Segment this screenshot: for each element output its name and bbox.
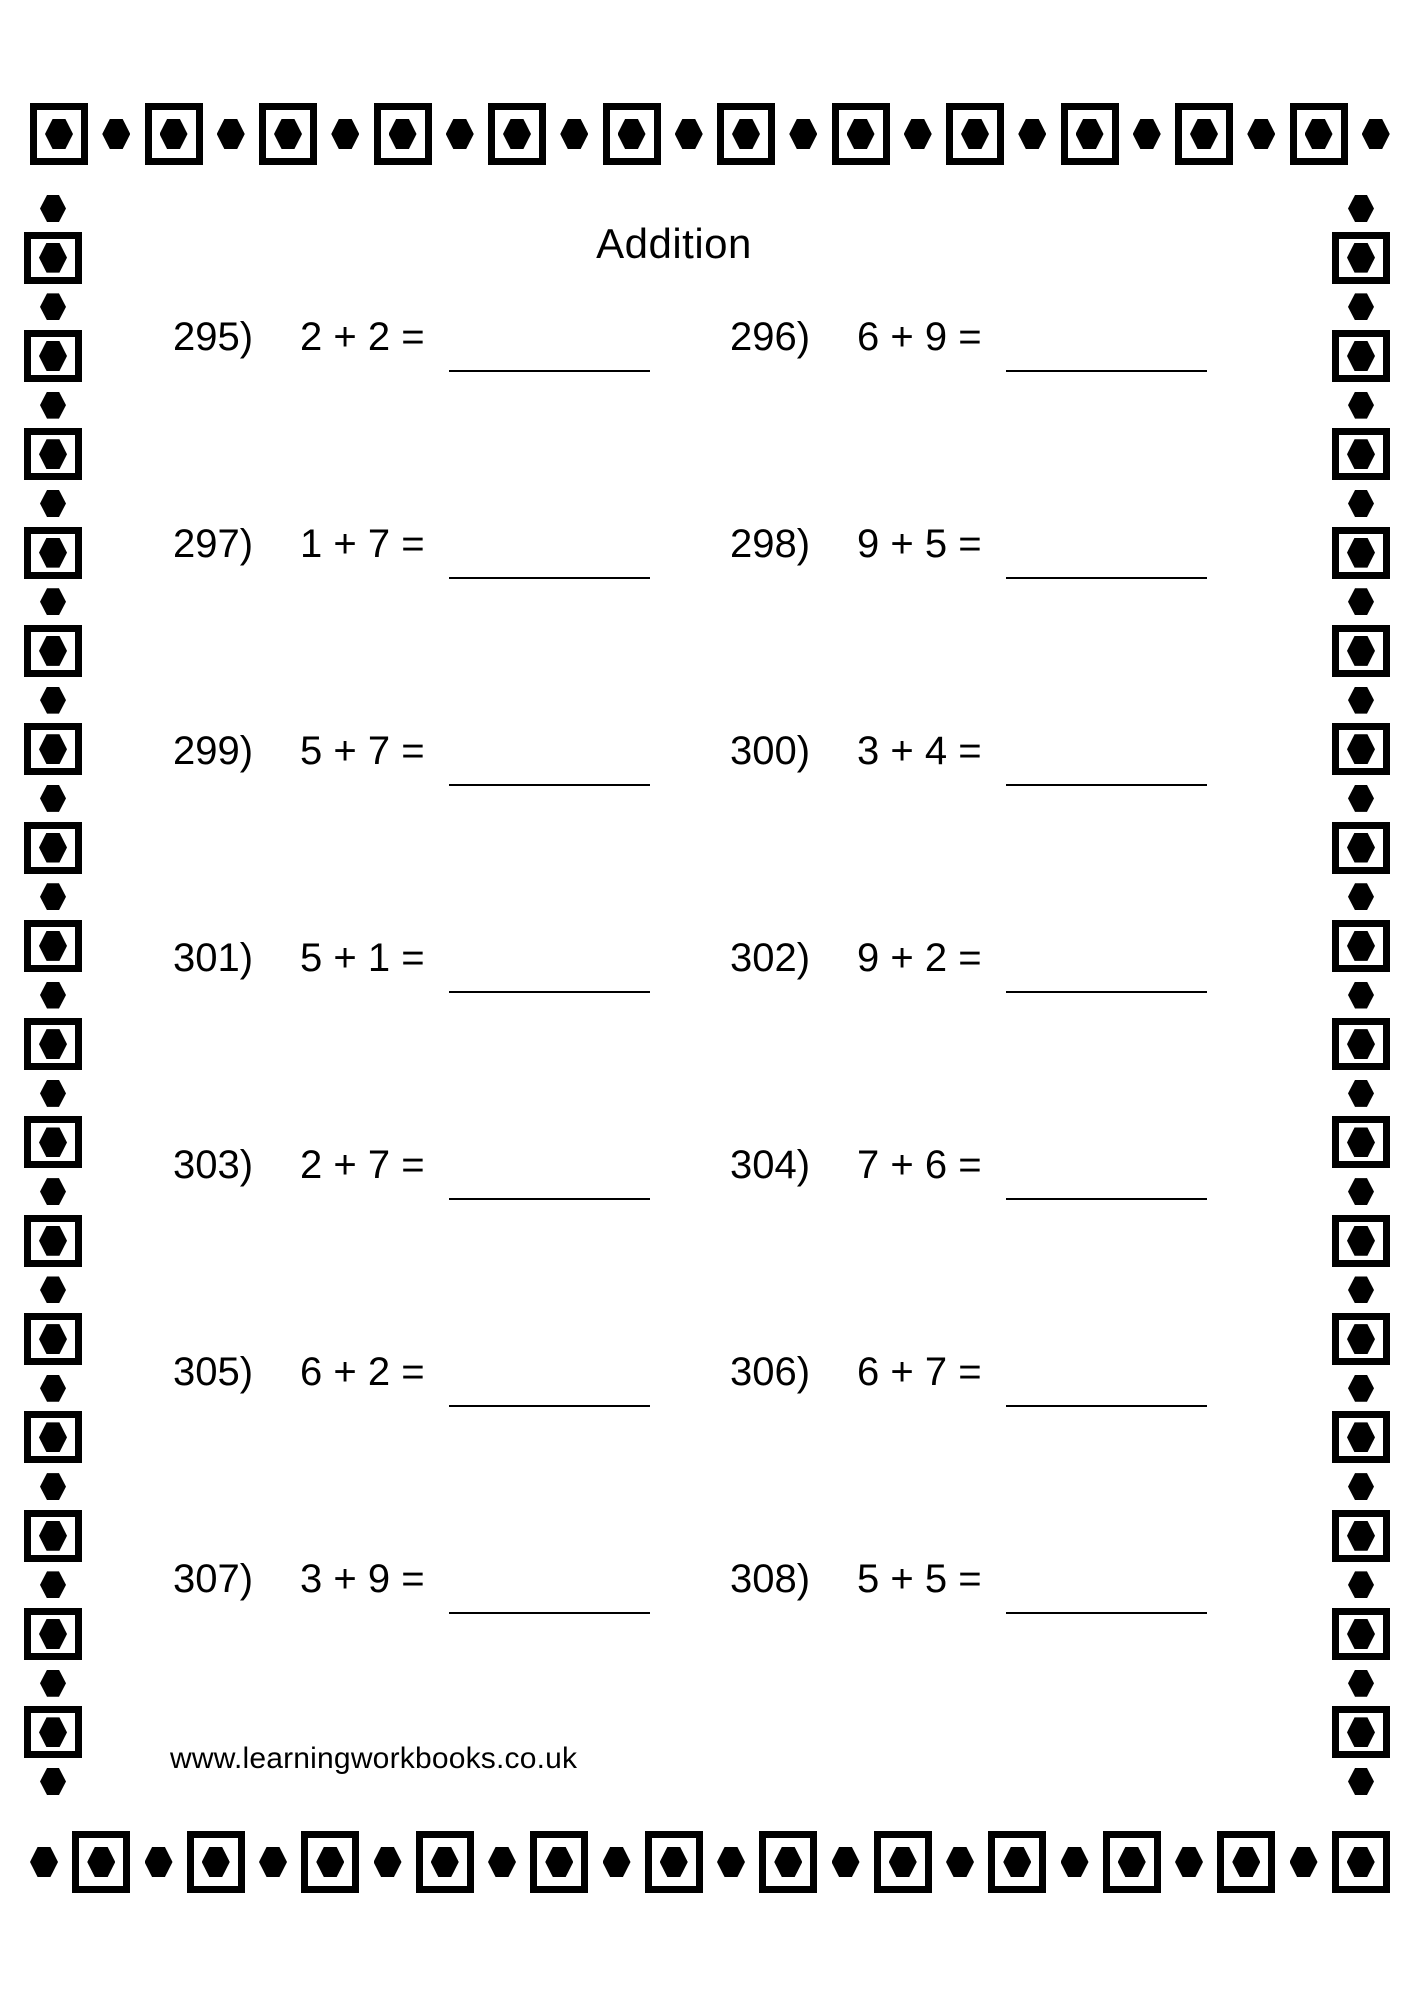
- hexagon-icon: [1347, 636, 1375, 666]
- problem-number: 295): [173, 315, 254, 359]
- problem-number: 302): [730, 936, 811, 980]
- framed-hexagon-icon: [259, 103, 317, 165]
- hexagon-icon: [1348, 1178, 1374, 1205]
- problem-expression: 5 + 7 =: [300, 729, 425, 773]
- framed-hexagon-icon: [874, 1831, 932, 1893]
- framed-hexagon-icon: [145, 103, 203, 165]
- hexagon-icon: [39, 833, 67, 863]
- framed-hexagon-icon: [24, 1411, 82, 1463]
- answer-blank: [449, 1142, 650, 1200]
- border-bottom: [30, 1831, 1390, 1893]
- framed-hexagon-icon: [1332, 1831, 1390, 1893]
- problem-expression: 1 + 7 =: [300, 522, 425, 566]
- framed-hexagon-icon: [1103, 1831, 1161, 1893]
- framed-hexagon-icon: [24, 1215, 82, 1267]
- problem-number: 304): [730, 1143, 811, 1187]
- problem-number: 296): [730, 315, 811, 359]
- border-right: [1332, 195, 1390, 1795]
- hexagon-icon: [1348, 785, 1374, 812]
- hexagon-icon: [1348, 1276, 1374, 1303]
- problem-row: [173, 1349, 663, 1421]
- hexagon-icon: [1076, 119, 1104, 149]
- hexagon-icon: [87, 1847, 115, 1877]
- problem-row: [730, 1556, 1220, 1628]
- problem-row: [173, 935, 663, 1007]
- hexagon-icon: [40, 1670, 66, 1697]
- hexagon-icon: [1347, 1717, 1375, 1747]
- framed-hexagon-icon: [24, 527, 82, 579]
- hexagon-icon: [560, 119, 588, 149]
- problem-row: [173, 728, 663, 800]
- hexagon-icon: [774, 1847, 802, 1877]
- framed-hexagon-icon: [301, 1831, 359, 1893]
- framed-hexagon-icon: [1332, 1116, 1390, 1168]
- framed-hexagon-icon: [1332, 822, 1390, 874]
- framed-hexagon-icon: [530, 1831, 588, 1893]
- hexagon-icon: [374, 1847, 402, 1877]
- hexagon-icon: [40, 588, 66, 615]
- problem-row: [730, 521, 1220, 593]
- hexagon-icon: [1232, 1847, 1260, 1877]
- framed-hexagon-icon: [24, 1018, 82, 1070]
- hexagon-icon: [1348, 883, 1374, 910]
- footer-website: www.learningworkbooks.co.uk: [170, 1742, 578, 1775]
- problem-number: 297): [173, 522, 254, 566]
- hexagon-icon: [545, 1847, 573, 1877]
- hexagon-icon: [1347, 833, 1375, 863]
- framed-hexagon-icon: [603, 103, 661, 165]
- problem-row: [730, 935, 1220, 1007]
- hexagon-icon: [503, 119, 531, 149]
- hexagon-icon: [259, 1847, 287, 1877]
- hexagon-icon: [675, 119, 703, 149]
- hexagon-icon: [1347, 341, 1375, 371]
- hexagon-icon: [1348, 1080, 1374, 1107]
- hexagon-icon: [488, 1847, 516, 1877]
- framed-hexagon-icon: [24, 1608, 82, 1660]
- hexagon-icon: [1348, 1571, 1374, 1598]
- hexagon-icon: [1347, 243, 1375, 273]
- hexagon-icon: [39, 1226, 67, 1256]
- problem-expression: 3 + 9 =: [300, 1557, 425, 1601]
- border-top: [30, 103, 1390, 165]
- problem-expression: 9 + 2 =: [857, 936, 982, 980]
- problem-expression: 5 + 1 =: [300, 936, 425, 980]
- problem-expression: 6 + 9 =: [857, 315, 982, 359]
- framed-hexagon-icon: [645, 1831, 703, 1893]
- problem-expression: 2 + 2 =: [300, 315, 425, 359]
- framed-hexagon-icon: [1332, 527, 1390, 579]
- framed-hexagon-icon: [374, 103, 432, 165]
- hexagon-icon: [316, 1847, 344, 1877]
- hexagon-icon: [1348, 490, 1374, 517]
- framed-hexagon-icon: [717, 103, 775, 165]
- hexagon-icon: [1348, 195, 1374, 222]
- framed-hexagon-icon: [1332, 1510, 1390, 1562]
- hexagon-icon: [30, 1847, 58, 1877]
- answer-blank: [1006, 728, 1207, 786]
- hexagon-icon: [1347, 538, 1375, 568]
- hexagon-icon: [1018, 119, 1046, 149]
- hexagon-icon: [1347, 1422, 1375, 1452]
- framed-hexagon-icon: [24, 625, 82, 677]
- hexagon-icon: [40, 1375, 66, 1402]
- hexagon-icon: [274, 119, 302, 149]
- hexagon-icon: [1348, 982, 1374, 1009]
- hexagon-icon: [217, 119, 245, 149]
- problem-number: 303): [173, 1143, 254, 1187]
- framed-hexagon-icon: [187, 1831, 245, 1893]
- problem-number: 307): [173, 1557, 254, 1601]
- problem-expression: 2 + 7 =: [300, 1143, 425, 1187]
- hexagon-icon: [40, 392, 66, 419]
- answer-blank: [449, 935, 650, 993]
- answer-blank: [1006, 314, 1207, 372]
- hexagon-icon: [961, 119, 989, 149]
- framed-hexagon-icon: [832, 103, 890, 165]
- hexagon-icon: [1348, 588, 1374, 615]
- problem-row: [730, 1349, 1220, 1421]
- framed-hexagon-icon: [24, 822, 82, 874]
- framed-hexagon-icon: [1332, 1706, 1390, 1758]
- framed-hexagon-icon: [24, 1313, 82, 1365]
- hexagon-icon: [39, 1619, 67, 1649]
- hexagon-icon: [1362, 119, 1390, 149]
- hexagon-icon: [39, 636, 67, 666]
- hexagon-icon: [40, 1178, 66, 1205]
- hexagon-icon: [446, 119, 474, 149]
- framed-hexagon-icon: [24, 330, 82, 382]
- framed-hexagon-icon: [1332, 1215, 1390, 1267]
- hexagon-icon: [1348, 293, 1374, 320]
- hexagon-icon: [40, 293, 66, 320]
- hexagon-icon: [202, 1847, 230, 1877]
- problem-expression: 5 + 5 =: [857, 1557, 982, 1601]
- hexagon-icon: [717, 1847, 745, 1877]
- hexagon-icon: [1348, 1768, 1374, 1795]
- answer-blank: [1006, 1142, 1207, 1200]
- hexagon-icon: [904, 119, 932, 149]
- hexagon-icon: [1348, 392, 1374, 419]
- hexagon-icon: [603, 1847, 631, 1877]
- hexagon-icon: [1190, 119, 1218, 149]
- framed-hexagon-icon: [24, 428, 82, 480]
- hexagon-icon: [45, 119, 73, 149]
- hexagon-icon: [39, 734, 67, 764]
- hexagon-icon: [1247, 119, 1275, 149]
- framed-hexagon-icon: [1332, 625, 1390, 677]
- answer-blank: [1006, 521, 1207, 579]
- framed-hexagon-icon: [1332, 1608, 1390, 1660]
- problem-row: [173, 1556, 663, 1628]
- framed-hexagon-icon: [1217, 1831, 1275, 1893]
- problem-expression: 6 + 7 =: [857, 1350, 982, 1394]
- framed-hexagon-icon: [72, 1831, 130, 1893]
- hexagon-icon: [40, 785, 66, 812]
- framed-hexagon-icon: [24, 723, 82, 775]
- hexagon-icon: [39, 1127, 67, 1157]
- problem-number: 299): [173, 729, 254, 773]
- hexagon-icon: [40, 195, 66, 222]
- framed-hexagon-icon: [988, 1831, 1046, 1893]
- problem-expression: 3 + 4 =: [857, 729, 982, 773]
- hexagon-icon: [39, 931, 67, 961]
- hexagon-icon: [102, 119, 130, 149]
- problem-number: 300): [730, 729, 811, 773]
- hexagon-icon: [1133, 119, 1161, 149]
- hexagon-icon: [431, 1847, 459, 1877]
- border-left: [24, 195, 82, 1795]
- hexagon-icon: [1305, 119, 1333, 149]
- framed-hexagon-icon: [1332, 920, 1390, 972]
- problem-row: [173, 1142, 663, 1214]
- hexagon-icon: [1175, 1847, 1203, 1877]
- hexagon-icon: [1347, 1619, 1375, 1649]
- hexagon-icon: [39, 538, 67, 568]
- hexagon-icon: [39, 1029, 67, 1059]
- hexagon-icon: [40, 883, 66, 910]
- hexagon-icon: [40, 490, 66, 517]
- hexagon-icon: [1347, 1029, 1375, 1059]
- framed-hexagon-icon: [30, 103, 88, 165]
- framed-hexagon-icon: [1332, 330, 1390, 382]
- problem-number: 308): [730, 1557, 811, 1601]
- framed-hexagon-icon: [1332, 1411, 1390, 1463]
- hexagon-icon: [946, 1847, 974, 1877]
- hexagon-icon: [40, 1768, 66, 1795]
- hexagon-icon: [331, 119, 359, 149]
- hexagon-icon: [40, 1276, 66, 1303]
- hexagon-icon: [1348, 687, 1374, 714]
- framed-hexagon-icon: [488, 103, 546, 165]
- framed-hexagon-icon: [416, 1831, 474, 1893]
- answer-blank: [449, 314, 650, 372]
- framed-hexagon-icon: [1332, 1018, 1390, 1070]
- problem-expression: 9 + 5 =: [857, 522, 982, 566]
- problem-expression: 7 + 6 =: [857, 1143, 982, 1187]
- answer-blank: [1006, 1556, 1207, 1614]
- hexagon-icon: [1347, 1847, 1375, 1877]
- hexagon-icon: [1348, 1670, 1374, 1697]
- hexagon-icon: [1118, 1847, 1146, 1877]
- framed-hexagon-icon: [1332, 723, 1390, 775]
- hexagon-icon: [1347, 931, 1375, 961]
- answer-blank: [449, 1556, 650, 1614]
- answer-blank: [1006, 935, 1207, 993]
- framed-hexagon-icon: [1332, 428, 1390, 480]
- hexagon-icon: [39, 1521, 67, 1551]
- framed-hexagon-icon: [24, 920, 82, 972]
- hexagon-icon: [1347, 1226, 1375, 1256]
- problem-row: [173, 314, 663, 386]
- framed-hexagon-icon: [946, 103, 1004, 165]
- hexagon-icon: [1348, 1375, 1374, 1402]
- problem-row: [730, 728, 1220, 800]
- hexagon-icon: [389, 119, 417, 149]
- hexagon-icon: [847, 119, 875, 149]
- framed-hexagon-icon: [1332, 1313, 1390, 1365]
- hexagon-icon: [1347, 1324, 1375, 1354]
- hexagon-icon: [889, 1847, 917, 1877]
- hexagon-icon: [39, 1717, 67, 1747]
- problem-row: [173, 521, 663, 593]
- framed-hexagon-icon: [759, 1831, 817, 1893]
- hexagon-icon: [1347, 439, 1375, 469]
- hexagon-icon: [789, 119, 817, 149]
- framed-hexagon-icon: [24, 1116, 82, 1168]
- hexagon-icon: [1061, 1847, 1089, 1877]
- hexagon-icon: [160, 119, 188, 149]
- framed-hexagon-icon: [1175, 103, 1233, 165]
- problem-row: [730, 314, 1220, 386]
- hexagon-icon: [40, 687, 66, 714]
- problem-number: 305): [173, 1350, 254, 1394]
- hexagon-icon: [618, 119, 646, 149]
- hexagon-icon: [40, 1080, 66, 1107]
- problem-row: [730, 1142, 1220, 1214]
- hexagon-icon: [1348, 1473, 1374, 1500]
- hexagon-icon: [145, 1847, 173, 1877]
- problem-number: 301): [173, 936, 254, 980]
- problem-number: 298): [730, 522, 811, 566]
- answer-blank: [1006, 1349, 1207, 1407]
- hexagon-icon: [40, 1571, 66, 1598]
- answer-blank: [449, 1349, 650, 1407]
- hexagon-icon: [832, 1847, 860, 1877]
- page-title: Addition: [596, 220, 752, 267]
- hexagon-icon: [1347, 734, 1375, 764]
- hexagon-icon: [1290, 1847, 1318, 1877]
- hexagon-icon: [40, 1473, 66, 1500]
- problem-number: 306): [730, 1350, 811, 1394]
- answer-blank: [449, 521, 650, 579]
- hexagon-icon: [1347, 1127, 1375, 1157]
- framed-hexagon-icon: [24, 1706, 82, 1758]
- framed-hexagon-icon: [1061, 103, 1119, 165]
- hexagon-icon: [732, 119, 760, 149]
- hexagon-icon: [39, 1422, 67, 1452]
- hexagon-icon: [39, 341, 67, 371]
- hexagon-icon: [39, 439, 67, 469]
- hexagon-icon: [40, 982, 66, 1009]
- answer-blank: [449, 728, 650, 786]
- framed-hexagon-icon: [24, 1510, 82, 1562]
- hexagon-icon: [1003, 1847, 1031, 1877]
- hexagon-icon: [1347, 1521, 1375, 1551]
- hexagon-icon: [39, 1324, 67, 1354]
- framed-hexagon-icon: [1290, 103, 1348, 165]
- hexagon-icon: [660, 1847, 688, 1877]
- problem-expression: 6 + 2 =: [300, 1350, 425, 1394]
